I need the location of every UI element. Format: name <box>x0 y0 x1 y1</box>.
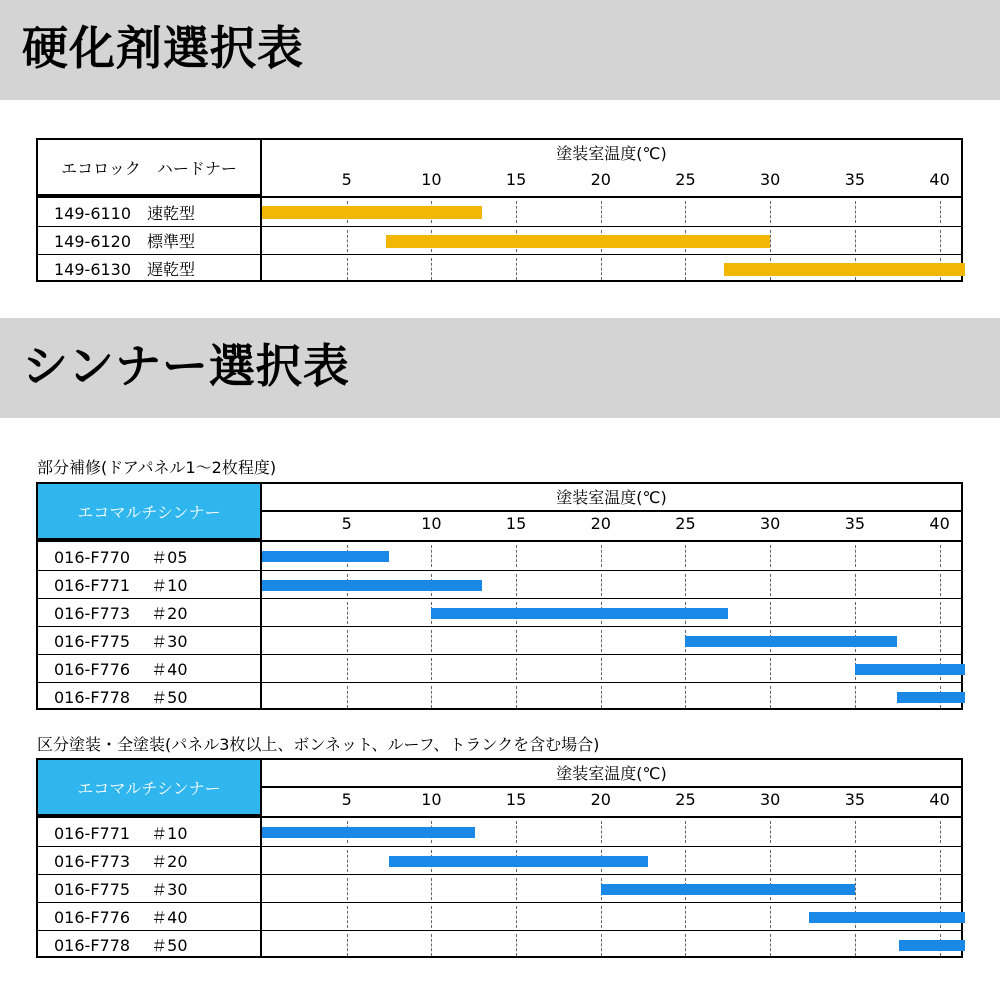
gridline-5 <box>347 602 348 624</box>
gridline-30 <box>770 230 771 252</box>
gridline-35 <box>855 201 856 223</box>
gridline-35 <box>855 574 856 596</box>
gridline-20 <box>601 630 602 652</box>
gridline-20 <box>601 201 602 223</box>
gridline-40 <box>940 574 941 596</box>
gridline-5 <box>347 230 348 252</box>
gridline-40 <box>940 850 941 872</box>
temperature-range-bar <box>724 263 965 276</box>
gridline-30 <box>770 602 771 624</box>
gridline-20 <box>601 574 602 596</box>
gridline-20 <box>601 658 602 680</box>
tick-label-15: 15 <box>505 514 527 533</box>
table-row <box>38 902 961 930</box>
table-row <box>38 226 961 254</box>
gridline-25 <box>685 201 686 223</box>
temperature-range-bar <box>897 692 965 703</box>
scale-title: 塗装室温度(℃) <box>556 488 667 507</box>
tick-label-15: 15 <box>505 170 527 189</box>
gridline-25 <box>685 934 686 956</box>
hardener-section-title: 硬化剤選択表 <box>22 21 304 75</box>
table-row <box>38 682 961 710</box>
temperature-range-bar <box>899 940 965 951</box>
gridline-15 <box>516 201 517 223</box>
gridline-15 <box>516 574 517 596</box>
hardener-section-banner <box>0 0 1000 100</box>
tick-label-35: 35 <box>844 170 866 189</box>
temperature-range-bar <box>809 912 965 923</box>
gridline-15 <box>516 878 517 900</box>
gridline-15 <box>516 906 517 928</box>
tick-label-20: 20 <box>590 790 611 809</box>
tick-label-30: 30 <box>760 790 781 809</box>
gridline-30 <box>770 686 771 708</box>
gridline-20 <box>601 258 602 280</box>
gridline-30 <box>770 821 771 843</box>
gridline-30 <box>770 201 771 223</box>
gridline-30 <box>770 658 771 680</box>
gridline-10 <box>431 906 432 928</box>
tick-label-20: 20 <box>590 170 611 189</box>
chart-table-3 <box>36 758 963 958</box>
tick-label-15: 15 <box>505 790 527 809</box>
gridline-20 <box>601 934 602 956</box>
gridline-15 <box>516 686 517 708</box>
temperature-range-bar <box>389 856 648 867</box>
row-label: 016-F771 ＃10 <box>38 818 262 846</box>
gridline-40 <box>940 630 941 652</box>
table-row <box>38 930 961 958</box>
gridline-10 <box>431 258 432 280</box>
temperature-range-bar <box>685 636 897 647</box>
row-label: 016-F776 ＃40 <box>38 903 262 930</box>
scale-title: 塗装室温度(℃) <box>556 764 667 783</box>
tick-label-25: 25 <box>675 170 696 189</box>
table-row <box>38 542 961 570</box>
gridline-30 <box>770 574 771 596</box>
gridline-10 <box>431 686 432 708</box>
row-label: 016-F773 ＃20 <box>38 847 262 874</box>
gridline-5 <box>347 630 348 652</box>
row-label: 149-6110 速乾型 <box>38 198 262 226</box>
gridline-30 <box>770 850 771 872</box>
tick-label-25: 25 <box>675 514 696 533</box>
row-label: 149-6120 標準型 <box>38 227 262 254</box>
tick-label-10: 10 <box>421 514 442 533</box>
row-label: 149-6130 遅乾型 <box>38 255 262 282</box>
gridline-35 <box>855 850 856 872</box>
table-header-label: エコマルチシンナー <box>38 484 262 540</box>
temperature-range-bar <box>601 884 855 895</box>
row-label: 016-F775 ＃30 <box>38 627 262 654</box>
row-label: 016-F771 ＃10 <box>38 571 262 598</box>
gridline-25 <box>685 545 686 567</box>
gridline-10 <box>431 934 432 956</box>
row-label: 016-F770 ＃05 <box>38 542 262 570</box>
table-row <box>38 626 961 654</box>
gridline-35 <box>855 821 856 843</box>
scale-title: 塗装室温度(℃) <box>556 144 667 163</box>
tick-label-30: 30 <box>760 514 781 533</box>
temperature-range-bar <box>431 608 727 619</box>
gridline-25 <box>685 258 686 280</box>
gridline-25 <box>685 574 686 596</box>
gridline-40 <box>940 201 941 223</box>
tick-label-5: 5 <box>341 790 352 809</box>
table-row <box>38 254 961 282</box>
tick-label-10: 10 <box>421 790 442 809</box>
gridline-10 <box>431 658 432 680</box>
table-row <box>38 818 961 846</box>
gridline-40 <box>940 821 941 843</box>
table-row <box>38 874 961 902</box>
full-paint-caption: 区分塗装・全塗装(パネル3枚以上、ボンネット、ルーフ、トランクを含む場合) <box>37 735 600 754</box>
gridline-35 <box>855 230 856 252</box>
gridline-35 <box>855 934 856 956</box>
gridline-5 <box>347 934 348 956</box>
gridline-20 <box>601 821 602 843</box>
temperature-range-bar <box>262 827 475 838</box>
tick-label-40: 40 <box>929 170 950 189</box>
gridline-40 <box>940 602 941 624</box>
gridline-35 <box>855 602 856 624</box>
thinner-section-title: シンナー選択表 <box>22 339 350 393</box>
gridline-40 <box>940 230 941 252</box>
gridline-15 <box>516 258 517 280</box>
gridline-5 <box>347 658 348 680</box>
gridline-20 <box>601 906 602 928</box>
gridline-15 <box>516 658 517 680</box>
gridline-30 <box>770 934 771 956</box>
tick-label-40: 40 <box>929 790 950 809</box>
gridline-25 <box>685 906 686 928</box>
row-label: 016-F775 ＃30 <box>38 875 262 902</box>
gridline-30 <box>770 906 771 928</box>
tick-label-10: 10 <box>421 170 442 189</box>
tick-label-35: 35 <box>844 514 866 533</box>
table-header-label: エコロック ハードナー <box>38 140 262 196</box>
row-label: 016-F776 ＃40 <box>38 655 262 682</box>
row-label: 016-F778 ＃50 <box>38 931 262 958</box>
table-row <box>38 570 961 598</box>
gridline-25 <box>685 686 686 708</box>
gridline-25 <box>685 821 686 843</box>
gridline-35 <box>855 545 856 567</box>
gridline-15 <box>516 934 517 956</box>
chart-table-1 <box>36 138 963 282</box>
gridline-20 <box>601 686 602 708</box>
temperature-range-bar <box>262 551 389 562</box>
table-row <box>38 654 961 682</box>
gridline-10 <box>431 878 432 900</box>
temperature-range-bar <box>262 206 482 219</box>
gridline-15 <box>516 630 517 652</box>
gridline-5 <box>347 878 348 900</box>
gridline-25 <box>685 658 686 680</box>
gridline-15 <box>516 821 517 843</box>
table-row <box>38 198 961 226</box>
row-label: 016-F778 ＃50 <box>38 683 262 710</box>
temperature-range-bar <box>386 235 771 248</box>
tick-label-35: 35 <box>844 790 866 809</box>
table-row <box>38 846 961 874</box>
gridline-20 <box>601 545 602 567</box>
tick-label-5: 5 <box>341 514 352 533</box>
partial-repair-caption: 部分補修(ドアパネル1～2枚程度) <box>37 458 277 477</box>
gridline-40 <box>940 545 941 567</box>
tick-label-30: 30 <box>760 170 781 189</box>
gridline-10 <box>431 630 432 652</box>
tick-label-40: 40 <box>929 514 950 533</box>
table-header-label: エコマルチシンナー <box>38 760 262 816</box>
gridline-5 <box>347 850 348 872</box>
gridline-30 <box>770 545 771 567</box>
temperature-range-bar <box>855 664 965 675</box>
temperature-range-bar <box>262 580 482 591</box>
tick-label-25: 25 <box>675 790 696 809</box>
scale-divider <box>262 510 961 512</box>
thinner-section-banner <box>0 318 1000 418</box>
gridline-25 <box>685 850 686 872</box>
gridline-5 <box>347 686 348 708</box>
gridline-10 <box>431 545 432 567</box>
gridline-40 <box>940 878 941 900</box>
tick-label-20: 20 <box>590 514 611 533</box>
gridline-15 <box>516 545 517 567</box>
gridline-35 <box>855 878 856 900</box>
chart-table-2 <box>36 482 963 710</box>
gridline-5 <box>347 258 348 280</box>
row-label: 016-F773 ＃20 <box>38 599 262 626</box>
gridline-35 <box>855 686 856 708</box>
tick-label-5: 5 <box>341 170 352 189</box>
gridline-5 <box>347 906 348 928</box>
table-row <box>38 598 961 626</box>
scale-divider <box>262 786 961 788</box>
